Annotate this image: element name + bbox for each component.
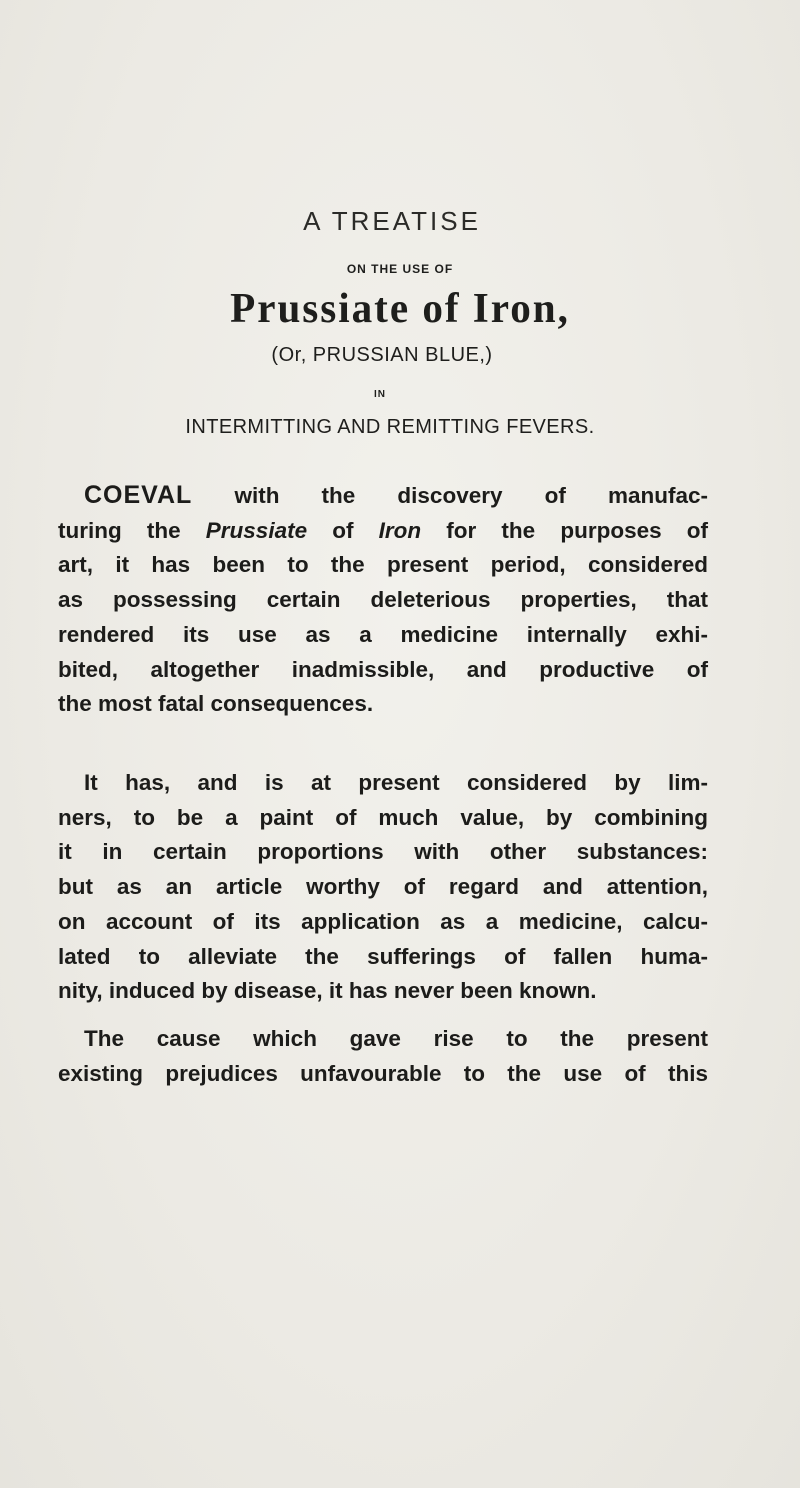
paragraph-1-line-3: art, it has been to the present period, considered (58, 552, 708, 578)
paragraph-3 (58, 1022, 708, 1091)
on-the-use-of-line: ON THE USE OF (346, 262, 454, 276)
treatise-title: A TREATISE (303, 206, 481, 236)
paragraph-1-line-2 (58, 514, 708, 549)
paragraph-2-line-2: ners, to be a paint of much value, by combining (58, 804, 708, 830)
paragraph-1 (58, 478, 708, 722)
paragraph-1-line-4: as possessing certain deleterious properties, that (58, 587, 708, 613)
coeval-word: COEVAL (84, 481, 193, 509)
prussiate-italic: Prussiate (205, 517, 308, 543)
paragraph-2-line-6: lated to alleviate the sufferings of fallen huma- (58, 943, 708, 969)
paragraph-2-line-1: It has, and is at present considered by lim- (84, 770, 708, 795)
line-text: of (307, 517, 379, 543)
paragraph-1-line-5: rendered its use as a medicine internally exhi- (58, 621, 708, 647)
paragraph-1-line-1 (58, 478, 708, 514)
paragraph-1-line-7: the most fatal consequences. (58, 691, 374, 717)
paragraph-2 (58, 766, 708, 1009)
paragraph-3-line-1: The cause which gave rise to the present (84, 1026, 708, 1051)
paragraph-2-line-4: but as an article worthy of regard and attention, (58, 874, 708, 900)
prussian-blue-line: (Or, PRUSSIAN BLUE,) (271, 344, 493, 366)
prussiate-of-iron-title: Prussiate of Iron, (230, 286, 570, 332)
paragraph-2-line-5: on account of its application as a medicine, calcu- (58, 908, 708, 934)
paragraph-1-line-6: bited, altogether inadmissible, and productive of (58, 656, 708, 682)
paragraph-3-line-2: existing prejudices unfavourable to the use of this (58, 1060, 708, 1086)
line-text: with the discovery of manufac- (192, 483, 708, 508)
paragraph-2-line-7: nity, induced by disease, it has never been known. (58, 978, 597, 1004)
iron-italic: Iron (378, 517, 422, 543)
paragraph-2-line-3: it in certain proportions with other substances: (58, 839, 708, 865)
fevers-line: INTERMITTING AND REMITTING FEVERS. (185, 416, 595, 438)
line-text: for the purposes of (421, 517, 708, 543)
line-text: turing the (58, 517, 206, 543)
in-line: IN (374, 389, 386, 400)
